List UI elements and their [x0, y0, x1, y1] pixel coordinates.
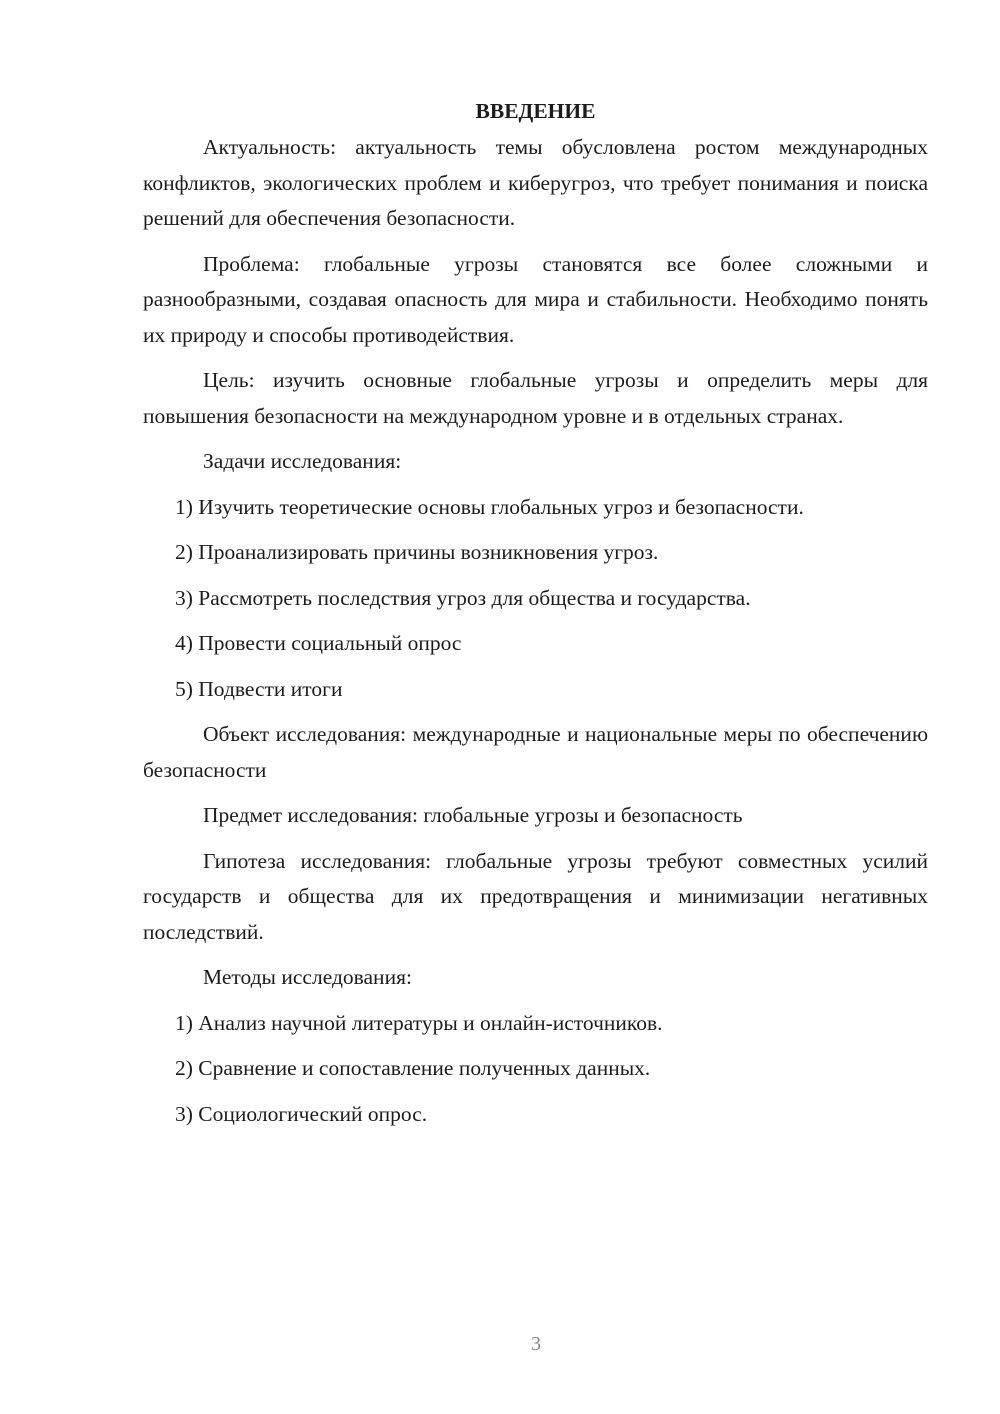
object-paragraph: Объект исследования: международные и национальные меры по обеспечению безопасности: [143, 722, 928, 782]
method-item: 1) Анализ научной литературы и онлайн-источников.: [175, 1010, 663, 1035]
task-item: 3) Рассмотреть последствия угроз для общества и государства.: [175, 585, 751, 610]
page-content: [143, 96, 928, 1142]
relevance-paragraph: Актуальность: актуальность темы обусловлена ростом международных конфликтов, экологических проблем и киберугроз, что требует понимания и поиска решений для обеспечения безопасности.: [143, 135, 928, 230]
method-item: 2) Сравнение и сопоставление полученных данных.: [175, 1056, 651, 1080]
subject-paragraph: Предмет исследования: глобальные угрозы и безопасность: [203, 803, 743, 827]
task-item: 2) Проанализировать причины возникновения угроз.: [175, 540, 659, 564]
page-title: ВВЕДЕНИЕ: [475, 99, 596, 123]
method-item: 3) Социологический опрос.: [175, 1101, 428, 1126]
page-number: 3: [531, 1333, 541, 1355]
hypothesis-paragraph: Гипотеза исследования: глобальные угрозы требуют совместных усилий государств и общества для их предотвращения и минимизации негативных последствий.: [143, 848, 928, 944]
task-item: 1) Изучить теоретические основы глобальных угроз и безопасности.: [175, 494, 804, 519]
task-item: 5) Подвести итоги: [175, 676, 343, 701]
goal-paragraph: Цель: изучить основные глобальные угрозы и определить меры для повышения безопасности на международном уровне и в отдельных странах.: [143, 368, 928, 428]
problem-paragraph: Проблема: глобальные угрозы становятся все более сложными и разнообразными, создавая опасность для мира и стабильности. Необходимо понять их природу и способы противодействия.: [143, 251, 928, 347]
methods-heading: Методы исследования:: [203, 965, 412, 989]
tasks-heading: Задачи исследования:: [203, 449, 402, 473]
task-item: 4) Провести социальный опрос: [175, 631, 462, 655]
